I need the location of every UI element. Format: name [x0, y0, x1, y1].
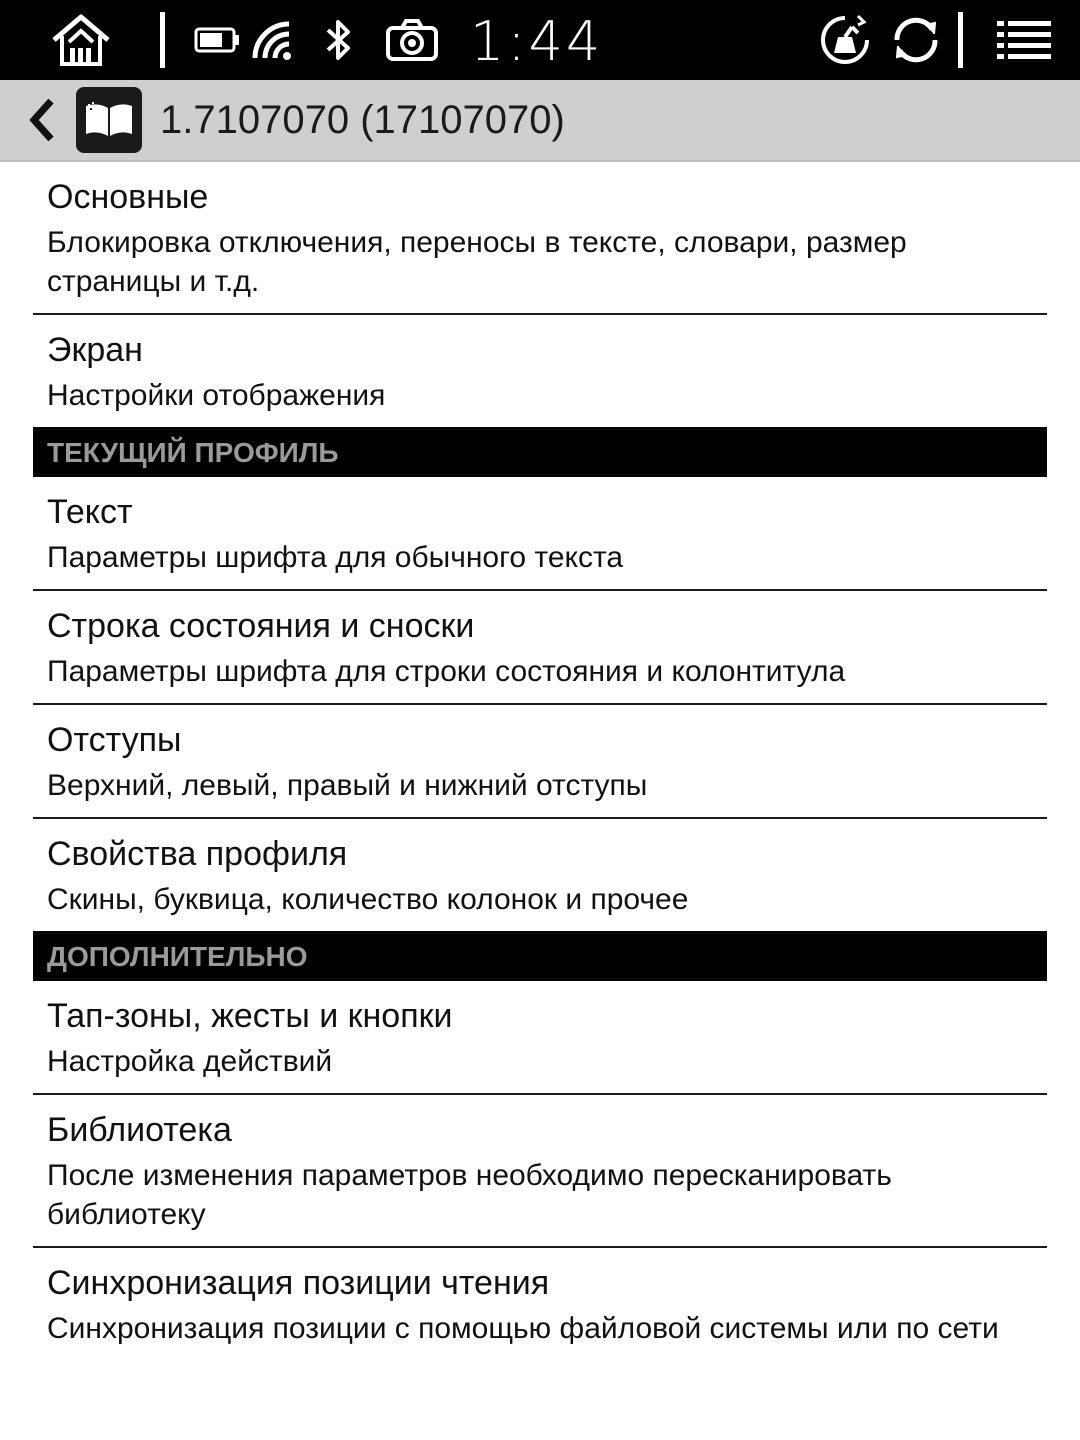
menu-icon[interactable] — [994, 0, 1054, 80]
preference-summary: Настройка действий — [47, 1045, 333, 1078]
page-title: 1.7107070 (17107070) — [160, 98, 565, 142]
camera-icon[interactable] — [384, 0, 440, 80]
preference-title: Текст — [47, 493, 133, 531]
preference-item[interactable] — [33, 705, 1047, 819]
bluetooth-icon — [318, 0, 358, 80]
preference-item[interactable] — [33, 1248, 1047, 1360]
action-bar — [0, 80, 1080, 162]
category-header: ТЕКУЩИЙ ПРОФИЛЬ — [33, 427, 1047, 477]
preference-item[interactable] — [33, 1095, 1047, 1248]
preference-item[interactable] — [33, 477, 1047, 591]
preference-title: Экран — [47, 331, 143, 369]
preference-summary: Верхний, левый, правый и нижний отступы — [47, 769, 648, 802]
preference-summary: Блокировка отключения, переносы в тексте, словари, размер страницы и т.д. — [47, 226, 907, 298]
preference-title: Синхронизация позиции чтения — [47, 1264, 550, 1302]
clean-icon[interactable] — [816, 0, 874, 80]
preference-title: Основные — [47, 178, 209, 216]
category-header: ДОПОЛНИТЕЛЬНО — [33, 931, 1047, 981]
preference-item[interactable] — [33, 315, 1047, 427]
preference-summary: Параметры шрифта для строки состояния и колонтитула — [47, 655, 846, 688]
preference-title: Тап-зоны, жесты и кнопки — [47, 997, 453, 1035]
wifi-icon — [250, 0, 296, 80]
home-icon[interactable] — [48, 0, 114, 80]
preference-item[interactable] — [33, 819, 1047, 931]
preference-summary: Скины, буквица, количество колонок и прочее — [47, 883, 689, 916]
chevron-left-icon — [27, 97, 57, 143]
preference-title: Свойства профиля — [47, 835, 348, 873]
preference-item[interactable] — [33, 981, 1047, 1095]
back-button[interactable] — [22, 90, 62, 150]
preference-summary: Параметры шрифта для обычного текста — [47, 541, 624, 574]
preference-summary: Настройки отображения — [47, 379, 386, 412]
preference-summary: Синхронизация позиции с помощью файловой системы или по сети — [47, 1312, 999, 1345]
status-separator — [958, 12, 963, 68]
app-icon[interactable] — [76, 87, 142, 153]
preference-title: Строка состояния и сноски — [47, 607, 475, 645]
status-separator — [160, 12, 165, 68]
book-icon — [82, 100, 136, 140]
sync-icon[interactable] — [884, 0, 948, 80]
preference-list — [33, 162, 1047, 1360]
preference-item[interactable] — [33, 162, 1047, 315]
preference-summary: После изменения параметров необходимо пересканировать библиотеку — [47, 1159, 892, 1231]
preference-title: Отступы — [47, 721, 182, 759]
clock: 1:44 — [470, 10, 604, 73]
preference-item[interactable] — [33, 591, 1047, 705]
battery-icon — [193, 0, 243, 80]
preference-title: Библиотека — [47, 1111, 232, 1149]
status-bar — [0, 0, 1080, 80]
